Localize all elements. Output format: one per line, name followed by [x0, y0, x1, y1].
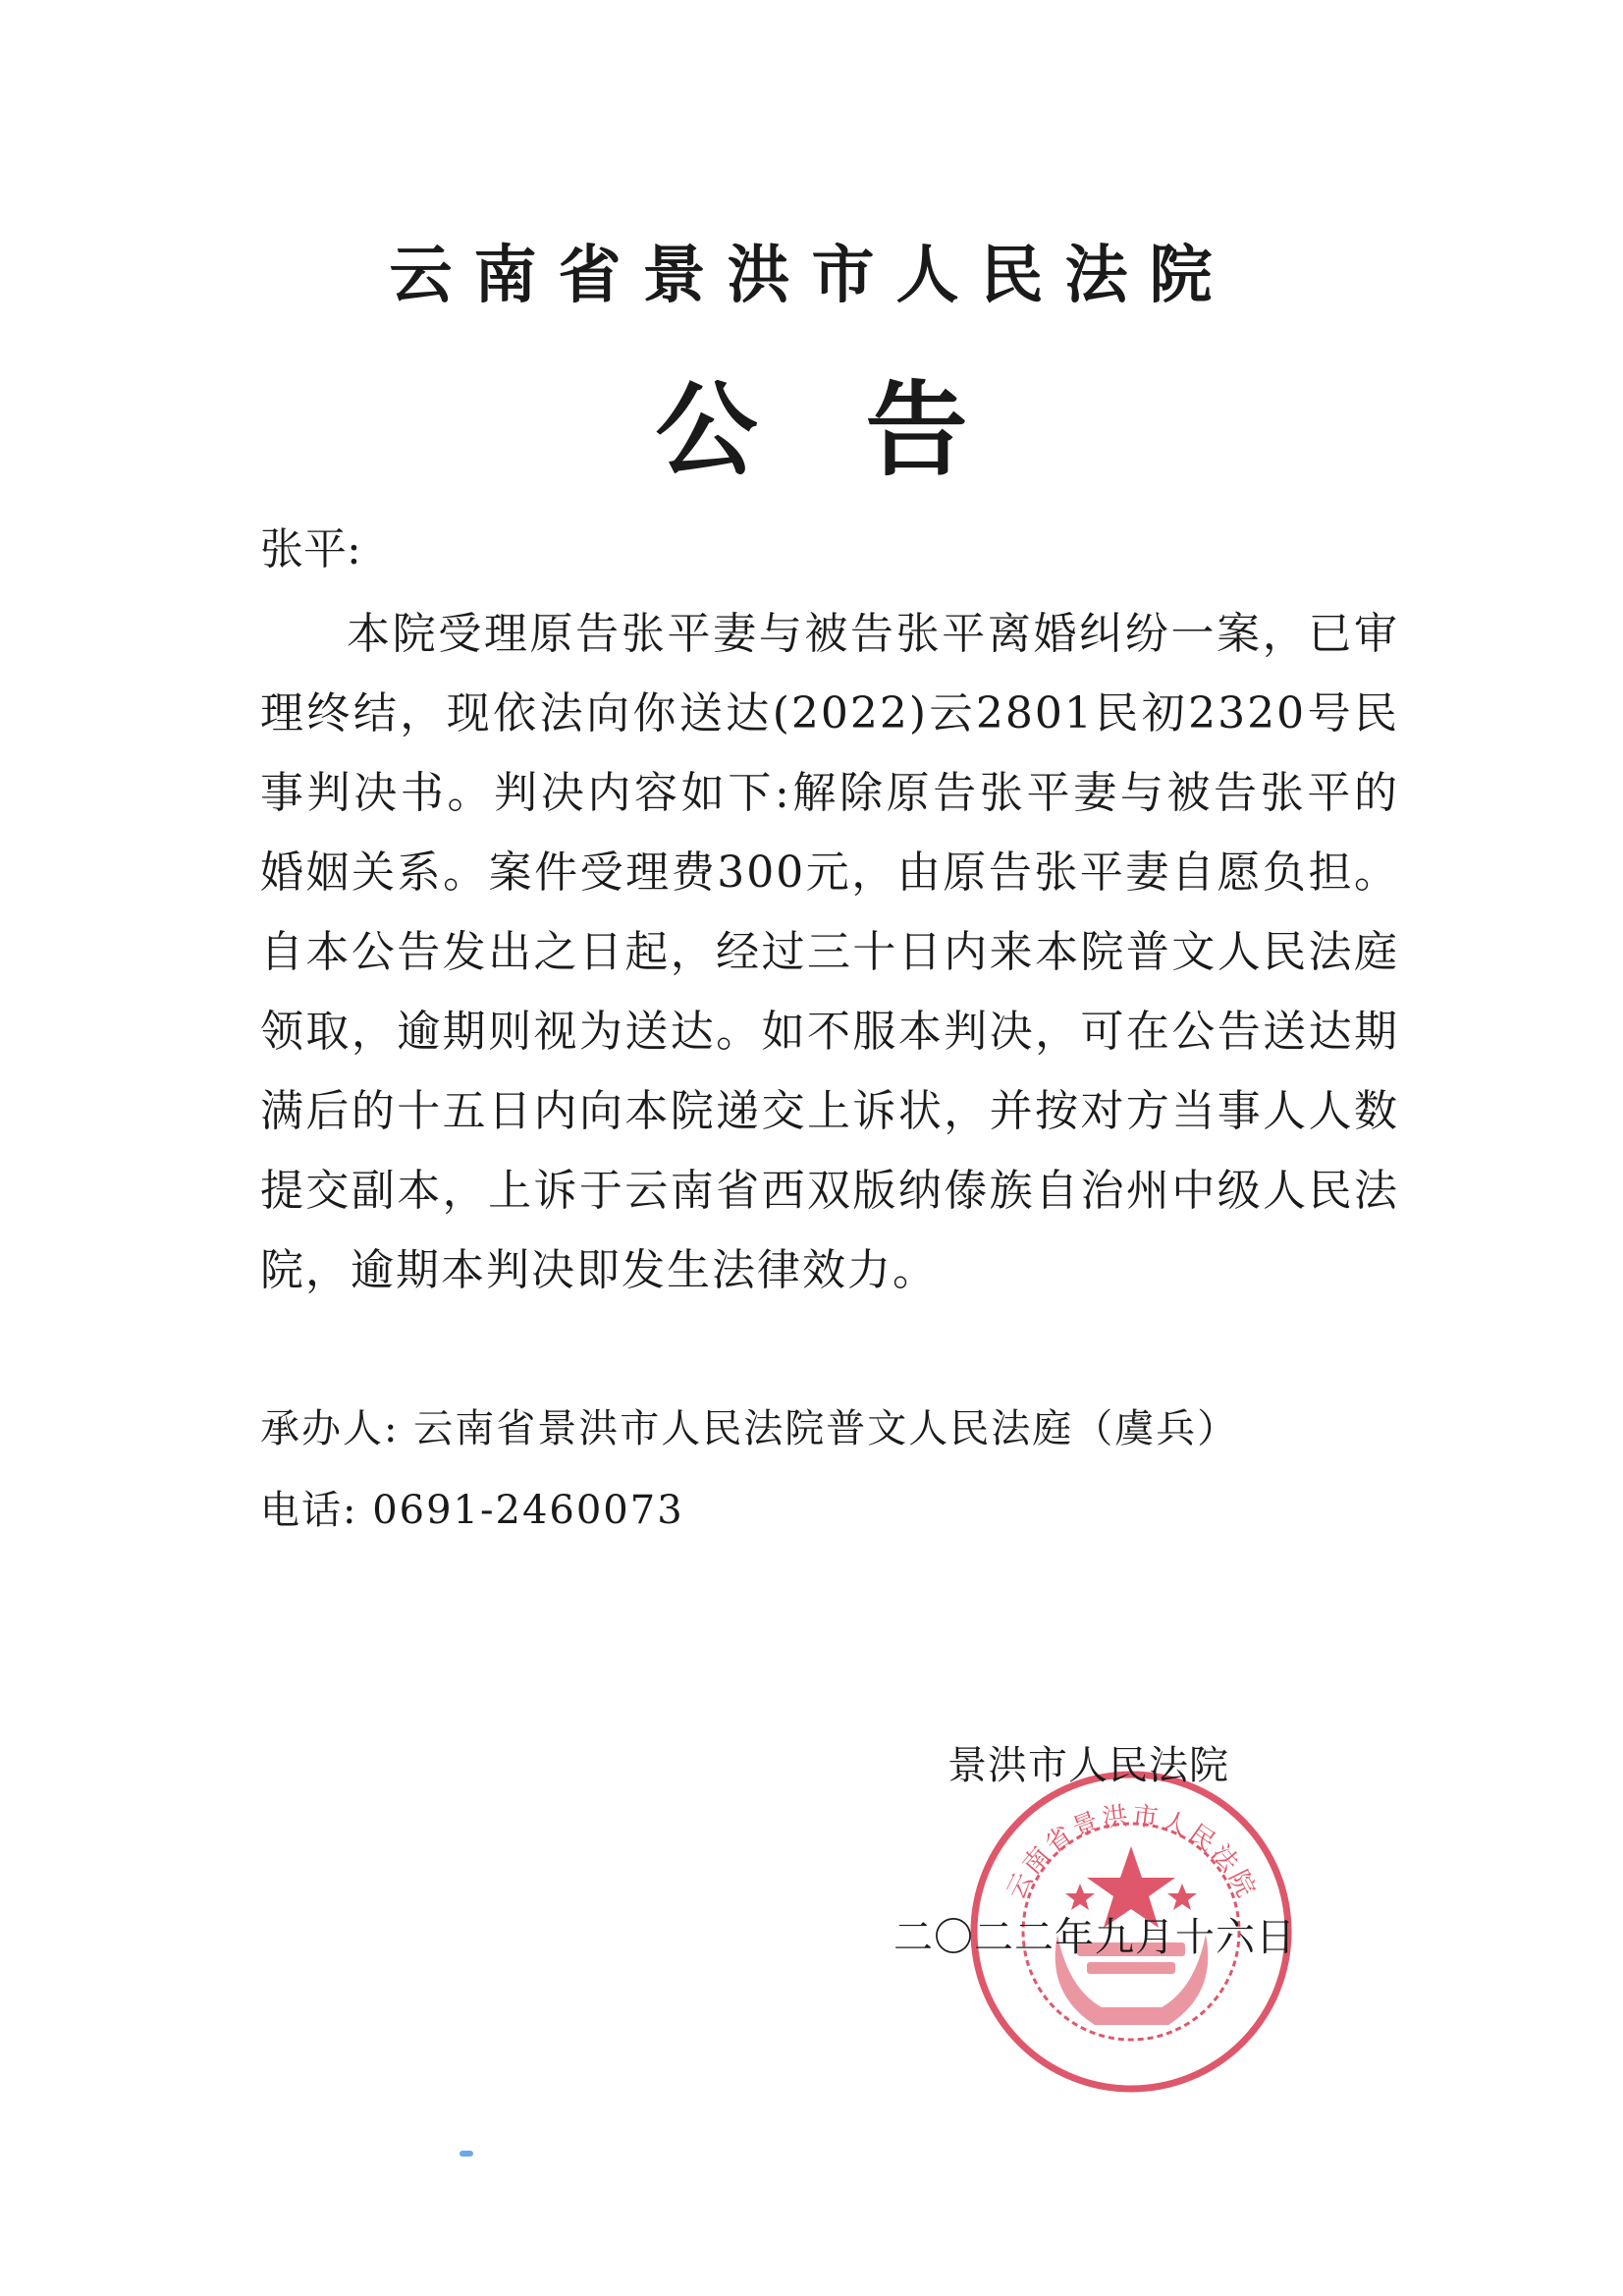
seal-ring-text: 云南省景洪市人民法院 — [1001, 1801, 1263, 1905]
scan-speck — [460, 2151, 473, 2157]
handler-line: 承办人: 云南省景洪市人民法院普文人民法庭（虞兵） — [260, 1406, 1239, 1451]
document-title: 公告 — [655, 369, 1076, 490]
signing-date: 二〇二二年九月十六日 — [893, 1915, 1296, 1960]
notice-body: 本院受理原告张平妻与被告张平离婚纠纷一案，已审理终结，现依法向你送达(2022)云2801民初2320号民事判决书。判决内容如下:解除原告张平妻与被告张平的婚姻关系。案件受理费300元，由原告张平妻自愿负担。自本公告发出之日起，经过三十日内来本院普文人民法庭领取，逾期则视为送达。如不服本判决，可在公告送达期满后的十五日内向本院递交上诉状，并按对方当事人人数提交副本，上诉于云南省西双版纳傣族自治州中级人民法院，逾期本判决即发生法律效力。 — [260, 609, 1399, 1295]
signing-court: 景洪市人民法院 — [947, 1743, 1229, 1788]
addressee: 张平: — [260, 524, 361, 574]
court-name-heading: 云南省景洪市人民法院 — [389, 239, 1234, 312]
phone-line: 电话: 0691-2460073 — [260, 1488, 684, 1533]
